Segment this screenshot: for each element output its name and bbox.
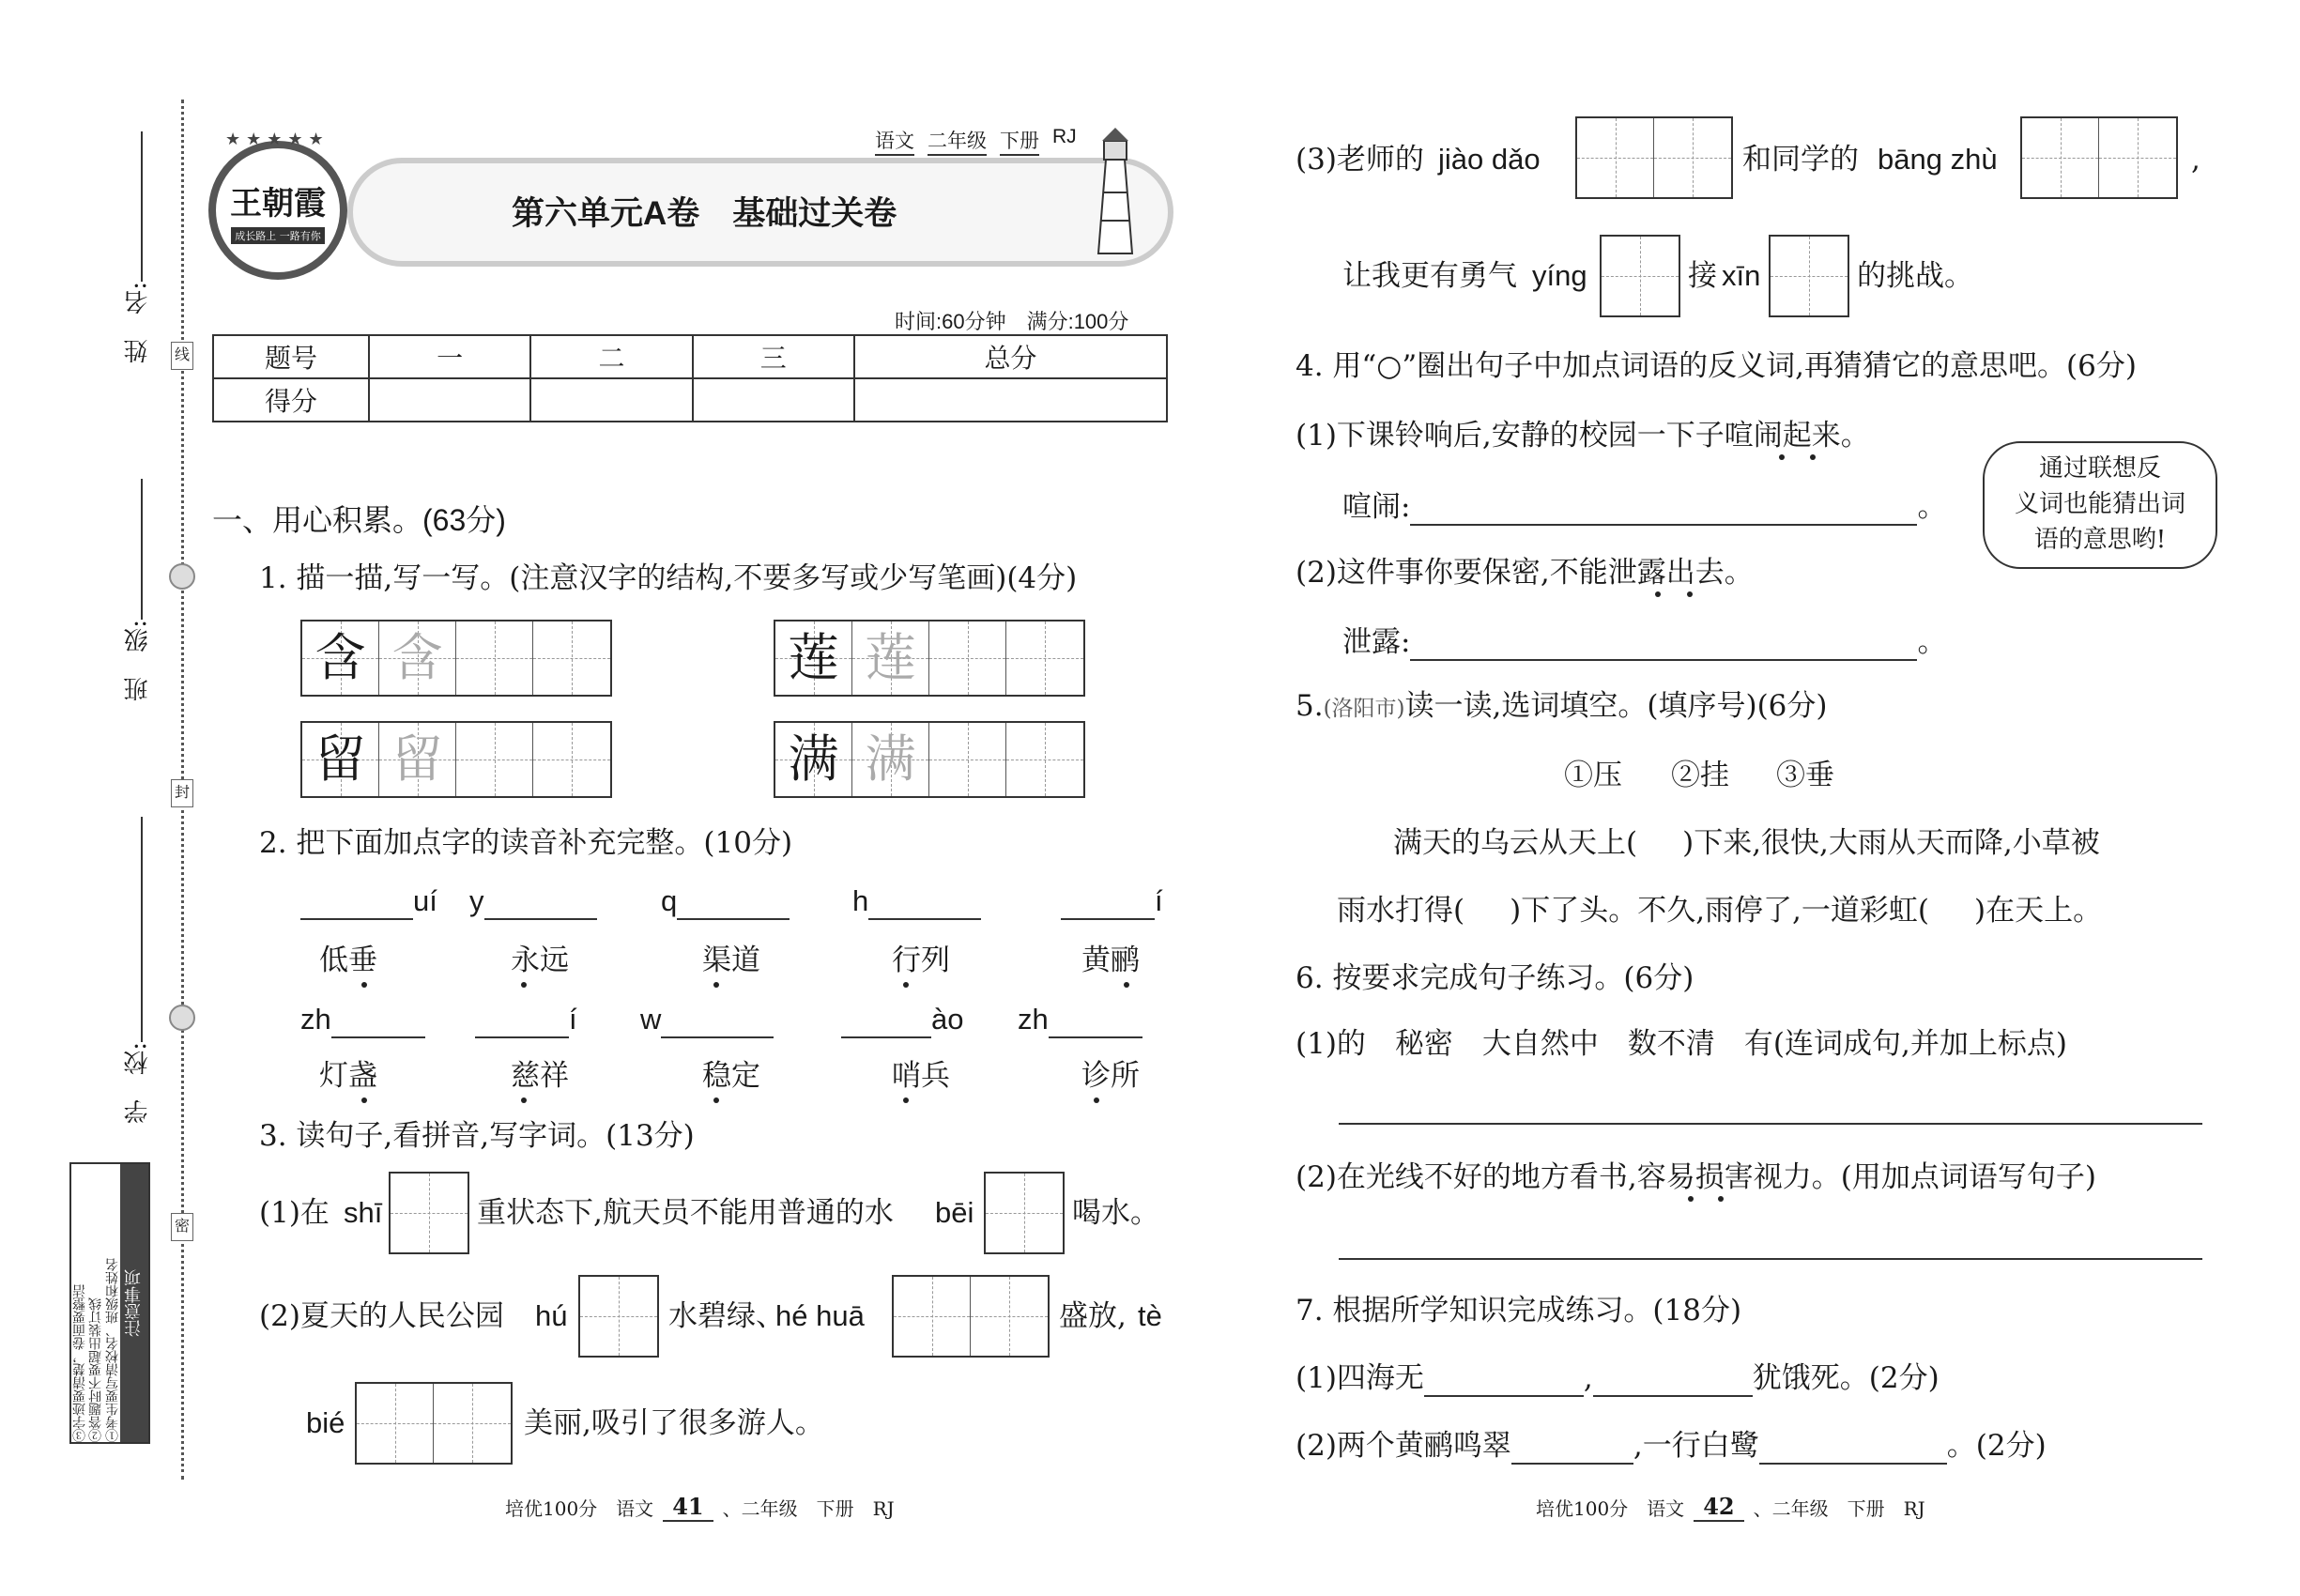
answer-box-shi[interactable] bbox=[389, 1172, 469, 1254]
q3-s2-a: (2)夏天的人民公园 bbox=[259, 1299, 504, 1333]
q6-text: 6. 按要求完成句子练习。(6分) bbox=[1296, 961, 1694, 995]
q5-prefix: 5. bbox=[1296, 689, 1324, 723]
score-cell-1[interactable] bbox=[369, 378, 530, 422]
score-header-0: 题号 bbox=[213, 335, 369, 378]
score-cell-2[interactable] bbox=[530, 378, 692, 422]
q1-text: 1. 描一描,写一写。(注意汉字的结构,不要多写或少写笔画)(4分) bbox=[259, 561, 1078, 595]
q5-text: 读一读,选词填空。(填序号)(6分) bbox=[1404, 689, 1828, 723]
lighthouse-icon bbox=[1078, 122, 1153, 263]
word-6: 灯盏 bbox=[319, 1059, 377, 1093]
emphasis-dot bbox=[1779, 454, 1785, 460]
q3-s3-py2: bāng zhù bbox=[1878, 143, 1998, 176]
crown-icon: ★★★★★ bbox=[225, 130, 330, 149]
pinyin-blank-9[interactable]: ào bbox=[841, 1001, 963, 1038]
q6-s1: (1)的 秘密 大自然中 数不清 有(连词成句,并加上标点) bbox=[1296, 1027, 2067, 1061]
q3-s3-d: 让我更有勇气 bbox=[1342, 259, 1517, 293]
q3-s2-b: 水碧绿、 bbox=[668, 1299, 785, 1333]
emphasis-dot bbox=[903, 982, 909, 988]
q4-l1: 喧闹: 。 bbox=[1342, 490, 1947, 524]
footer-left-page: 41 bbox=[663, 1493, 713, 1522]
pinyin-blank-2[interactable]: y bbox=[469, 882, 597, 920]
time-info: 时间:60分钟 满分:100分 bbox=[895, 310, 1129, 333]
class-label: 班 级: bbox=[124, 620, 152, 701]
score-header-1: 一 bbox=[369, 335, 530, 378]
tracing-grid-4[interactable] bbox=[774, 721, 1085, 798]
class-field[interactable] bbox=[141, 479, 143, 620]
q3-s1-c: 喝水。 bbox=[1072, 1196, 1159, 1230]
q3-s1-py2: bēi bbox=[935, 1196, 974, 1229]
school-field[interactable] bbox=[141, 817, 143, 1042]
q3-s1-py1: shī bbox=[344, 1196, 383, 1229]
q4-l2: 泄露: 。 bbox=[1342, 625, 1947, 659]
note-1: ①考生要写清校名、班级和姓名 bbox=[104, 1258, 120, 1442]
q3-s3-py3: yíng bbox=[1532, 259, 1587, 292]
trace-ghost-2: 莲 bbox=[865, 628, 916, 687]
q3-s2-py2: hé huā bbox=[775, 1299, 865, 1332]
binding-hole-1 bbox=[169, 563, 195, 590]
notes-box bbox=[69, 1162, 150, 1444]
answer-box-ying[interactable] bbox=[1600, 235, 1680, 317]
tracing-grid-2[interactable] bbox=[774, 620, 1085, 697]
brand-name: 王朝霞 bbox=[230, 184, 326, 223]
q3-s3-f: 的挑战。 bbox=[1857, 259, 1973, 293]
emphasis-dot bbox=[713, 1097, 719, 1103]
word-7: 慈祥 bbox=[511, 1059, 569, 1093]
footer-left-a: 培优100分 语文 bbox=[505, 1497, 654, 1520]
q5-line bbox=[1296, 687, 1827, 728]
footer-left-b: 、二年级 下册 RJ bbox=[722, 1497, 895, 1520]
emphasis-dot bbox=[1718, 1196, 1724, 1202]
q7-s2: (2)两个黄鹂鸣翠 ,一行白鹭 。(2分) bbox=[1296, 1429, 2047, 1463]
answer-box-xin[interactable] bbox=[1769, 235, 1849, 317]
word-3: 渠道 bbox=[702, 944, 760, 977]
q3-s2-d: 美丽,吸引了很多游人。 bbox=[524, 1406, 824, 1440]
emphasis-dot bbox=[361, 982, 367, 988]
page-title: 第六单元A卷 基础过关卷 bbox=[512, 195, 897, 232]
note-2: ②答题时不要超出装订线 bbox=[88, 1297, 104, 1442]
footer-left bbox=[505, 1493, 895, 1522]
q5-option-3: ③垂 bbox=[1776, 759, 1834, 792]
emphasis-dot bbox=[1094, 1097, 1099, 1103]
q3-s3-a: (3)老师的 bbox=[1296, 143, 1424, 176]
score-table bbox=[212, 334, 1168, 422]
q3-s3-c: , bbox=[2191, 143, 2200, 176]
tag-edition: RJ bbox=[1052, 126, 1077, 147]
trace-ghost-3: 留 bbox=[391, 729, 443, 789]
q3-s3-py4: xīn bbox=[1722, 259, 1761, 292]
pinyin-blank-10[interactable]: zh bbox=[1018, 1001, 1142, 1038]
brand-sub: 成长路上 一路有你 bbox=[231, 227, 325, 244]
binding-hole-2 bbox=[169, 1005, 195, 1031]
pinyin-blank-6[interactable]: zh bbox=[300, 1001, 425, 1038]
hint-line-2: 义词也能猜出词 bbox=[2014, 490, 2185, 518]
q7-s1: (1)四海无 , 犹饿死。(2分) bbox=[1296, 1361, 1940, 1395]
q5-city: (洛阳市) bbox=[1323, 697, 1405, 721]
answer-box-jiaodao[interactable] bbox=[1575, 116, 1733, 199]
word-5: 黄鹂 bbox=[1081, 944, 1140, 977]
word-1: 低垂 bbox=[319, 944, 377, 977]
pinyin-blank-4[interactable]: h bbox=[852, 882, 981, 920]
q6-answer-line-2[interactable] bbox=[1339, 1258, 2202, 1260]
emphasis-dot bbox=[903, 1097, 909, 1103]
tag-volume: 下册 bbox=[1000, 126, 1039, 156]
q5-paragraph-2: 雨水打得( )下了头。不久,雨停了,一道彩虹( )在天上。 bbox=[1337, 894, 2103, 928]
binding-mark-3: 密 bbox=[171, 1213, 193, 1241]
pinyin-blank-5[interactable]: í bbox=[1061, 882, 1163, 920]
q7-text: 7. 根据所学知识完成练习。(18分) bbox=[1296, 1294, 1742, 1327]
binding-mark-2: 封 bbox=[171, 779, 193, 807]
q3-s1-a: (1)在 bbox=[259, 1196, 330, 1230]
tracing-grid-1[interactable] bbox=[300, 620, 612, 697]
hint-line-3: 语的意思哟! bbox=[2033, 526, 2167, 554]
answer-box-hu[interactable] bbox=[578, 1275, 659, 1358]
hint-bubble bbox=[1983, 441, 2217, 569]
emphasis-dot bbox=[1688, 1196, 1694, 1202]
book-tags bbox=[875, 126, 1077, 156]
note-3: ③字迹要清楚，卷面要整洁 bbox=[72, 1284, 88, 1442]
name-field[interactable] bbox=[141, 131, 143, 282]
answer-box-hehua[interactable] bbox=[892, 1275, 1050, 1358]
footer-right-page: 42 bbox=[1694, 1493, 1743, 1522]
answer-box-tebie[interactable] bbox=[355, 1382, 513, 1465]
q3-s2-py1: hú bbox=[535, 1299, 568, 1332]
pinyin-blank-8[interactable]: w bbox=[640, 1001, 774, 1038]
q4-text: 4. 用“○”圈出句子中加点词语的反义词,再猜猜它的意思吧。(6分) bbox=[1296, 349, 2137, 383]
hint-line-1: 通过联想反 bbox=[2038, 454, 2161, 483]
trace-char-3: 留 bbox=[314, 729, 366, 789]
q5-paragraph-1: 满天的乌云从天上( )下来,很快,大雨从天而降,小草被 bbox=[1393, 826, 2100, 860]
emphasis-dot bbox=[521, 1097, 527, 1103]
q5-option-2: ②挂 bbox=[1671, 759, 1729, 792]
score-header-4: 总分 bbox=[854, 335, 1167, 378]
word-9: 哨兵 bbox=[892, 1059, 950, 1093]
q5-option-1: ①压 bbox=[1564, 759, 1622, 792]
word-8: 稳定 bbox=[702, 1059, 760, 1093]
q6-s2: (2)在光线不好的地方看书,容易损害视力。(用加点词语写句子) bbox=[1296, 1160, 2096, 1194]
word-10: 诊所 bbox=[1081, 1059, 1140, 1093]
q3-s3-py1: jiào dǎo bbox=[1438, 143, 1541, 176]
emphasis-dot bbox=[1655, 591, 1661, 597]
trace-char-2: 莲 bbox=[788, 628, 839, 687]
q3-s1-b: 重状态下,航天员不能用普通的水 bbox=[477, 1196, 894, 1230]
answer-box-bei[interactable] bbox=[984, 1172, 1065, 1254]
pinyin-blank-3[interactable]: q bbox=[661, 882, 790, 920]
q2-text: 2. 把下面加点字的读音补充完整。(10分) bbox=[259, 826, 793, 860]
score-header-3: 三 bbox=[693, 335, 854, 378]
brand-logo bbox=[208, 141, 347, 280]
footer-right-b: 、二年级 下册 RJ bbox=[1753, 1497, 1925, 1520]
tracing-grid-3[interactable] bbox=[300, 721, 612, 798]
q3-s2-py3: tè bbox=[1138, 1299, 1162, 1332]
word-2: 永远 bbox=[511, 944, 569, 977]
score-cell-3[interactable] bbox=[693, 378, 854, 422]
q3-s3-b: 和同学的 bbox=[1742, 143, 1859, 176]
q6-answer-line-1[interactable] bbox=[1339, 1123, 2202, 1125]
footer-right-a: 培优100分 语文 bbox=[1536, 1497, 1685, 1520]
pinyin-blank-1[interactable]: uí bbox=[300, 882, 437, 920]
emphasis-dot bbox=[1687, 591, 1693, 597]
score-row-label: 得分 bbox=[213, 378, 369, 422]
answer-box-bangzhu[interactable] bbox=[2020, 116, 2178, 199]
tag-subject: 语文 bbox=[875, 126, 914, 156]
trace-ghost-4: 满 bbox=[865, 729, 916, 789]
pinyin-blank-7[interactable]: í bbox=[475, 1001, 577, 1038]
emphasis-dot bbox=[713, 982, 719, 988]
name-label: 姓 名: bbox=[124, 282, 152, 363]
tag-grade: 二年级 bbox=[928, 126, 987, 156]
score-cell-total[interactable] bbox=[854, 378, 1167, 422]
notes-title: 注意事项 bbox=[120, 1164, 148, 1442]
q3-s3-e: 接 bbox=[1688, 259, 1717, 293]
school-label: 学 校: bbox=[124, 1042, 152, 1124]
emphasis-dot bbox=[521, 982, 527, 988]
q3-s2-py4: bié bbox=[306, 1406, 345, 1439]
emphasis-dot bbox=[1810, 454, 1816, 460]
score-header-2: 二 bbox=[530, 335, 692, 378]
section1-title: 一、用心积累。(63分) bbox=[212, 503, 506, 537]
binding-mark-1: 线 bbox=[171, 342, 193, 370]
footer-right bbox=[1536, 1493, 1925, 1522]
emphasis-dot bbox=[1124, 982, 1129, 988]
trace-ghost-1: 含 bbox=[391, 628, 443, 687]
q3-text: 3. 读句子,看拼音,写字词。(13分) bbox=[259, 1119, 695, 1153]
q4-s2: (2)这件事你要保密,不能泄露出去。 bbox=[1296, 556, 1754, 590]
q4-s1: (1)下课铃响后,安静的校园一下子喧闹起来。 bbox=[1296, 419, 1870, 453]
q3-s2-c: 盛放, bbox=[1059, 1299, 1127, 1333]
trace-char-4: 满 bbox=[788, 729, 839, 789]
word-4: 行列 bbox=[892, 944, 950, 977]
trace-char-1: 含 bbox=[314, 628, 366, 687]
emphasis-dot bbox=[361, 1097, 367, 1103]
